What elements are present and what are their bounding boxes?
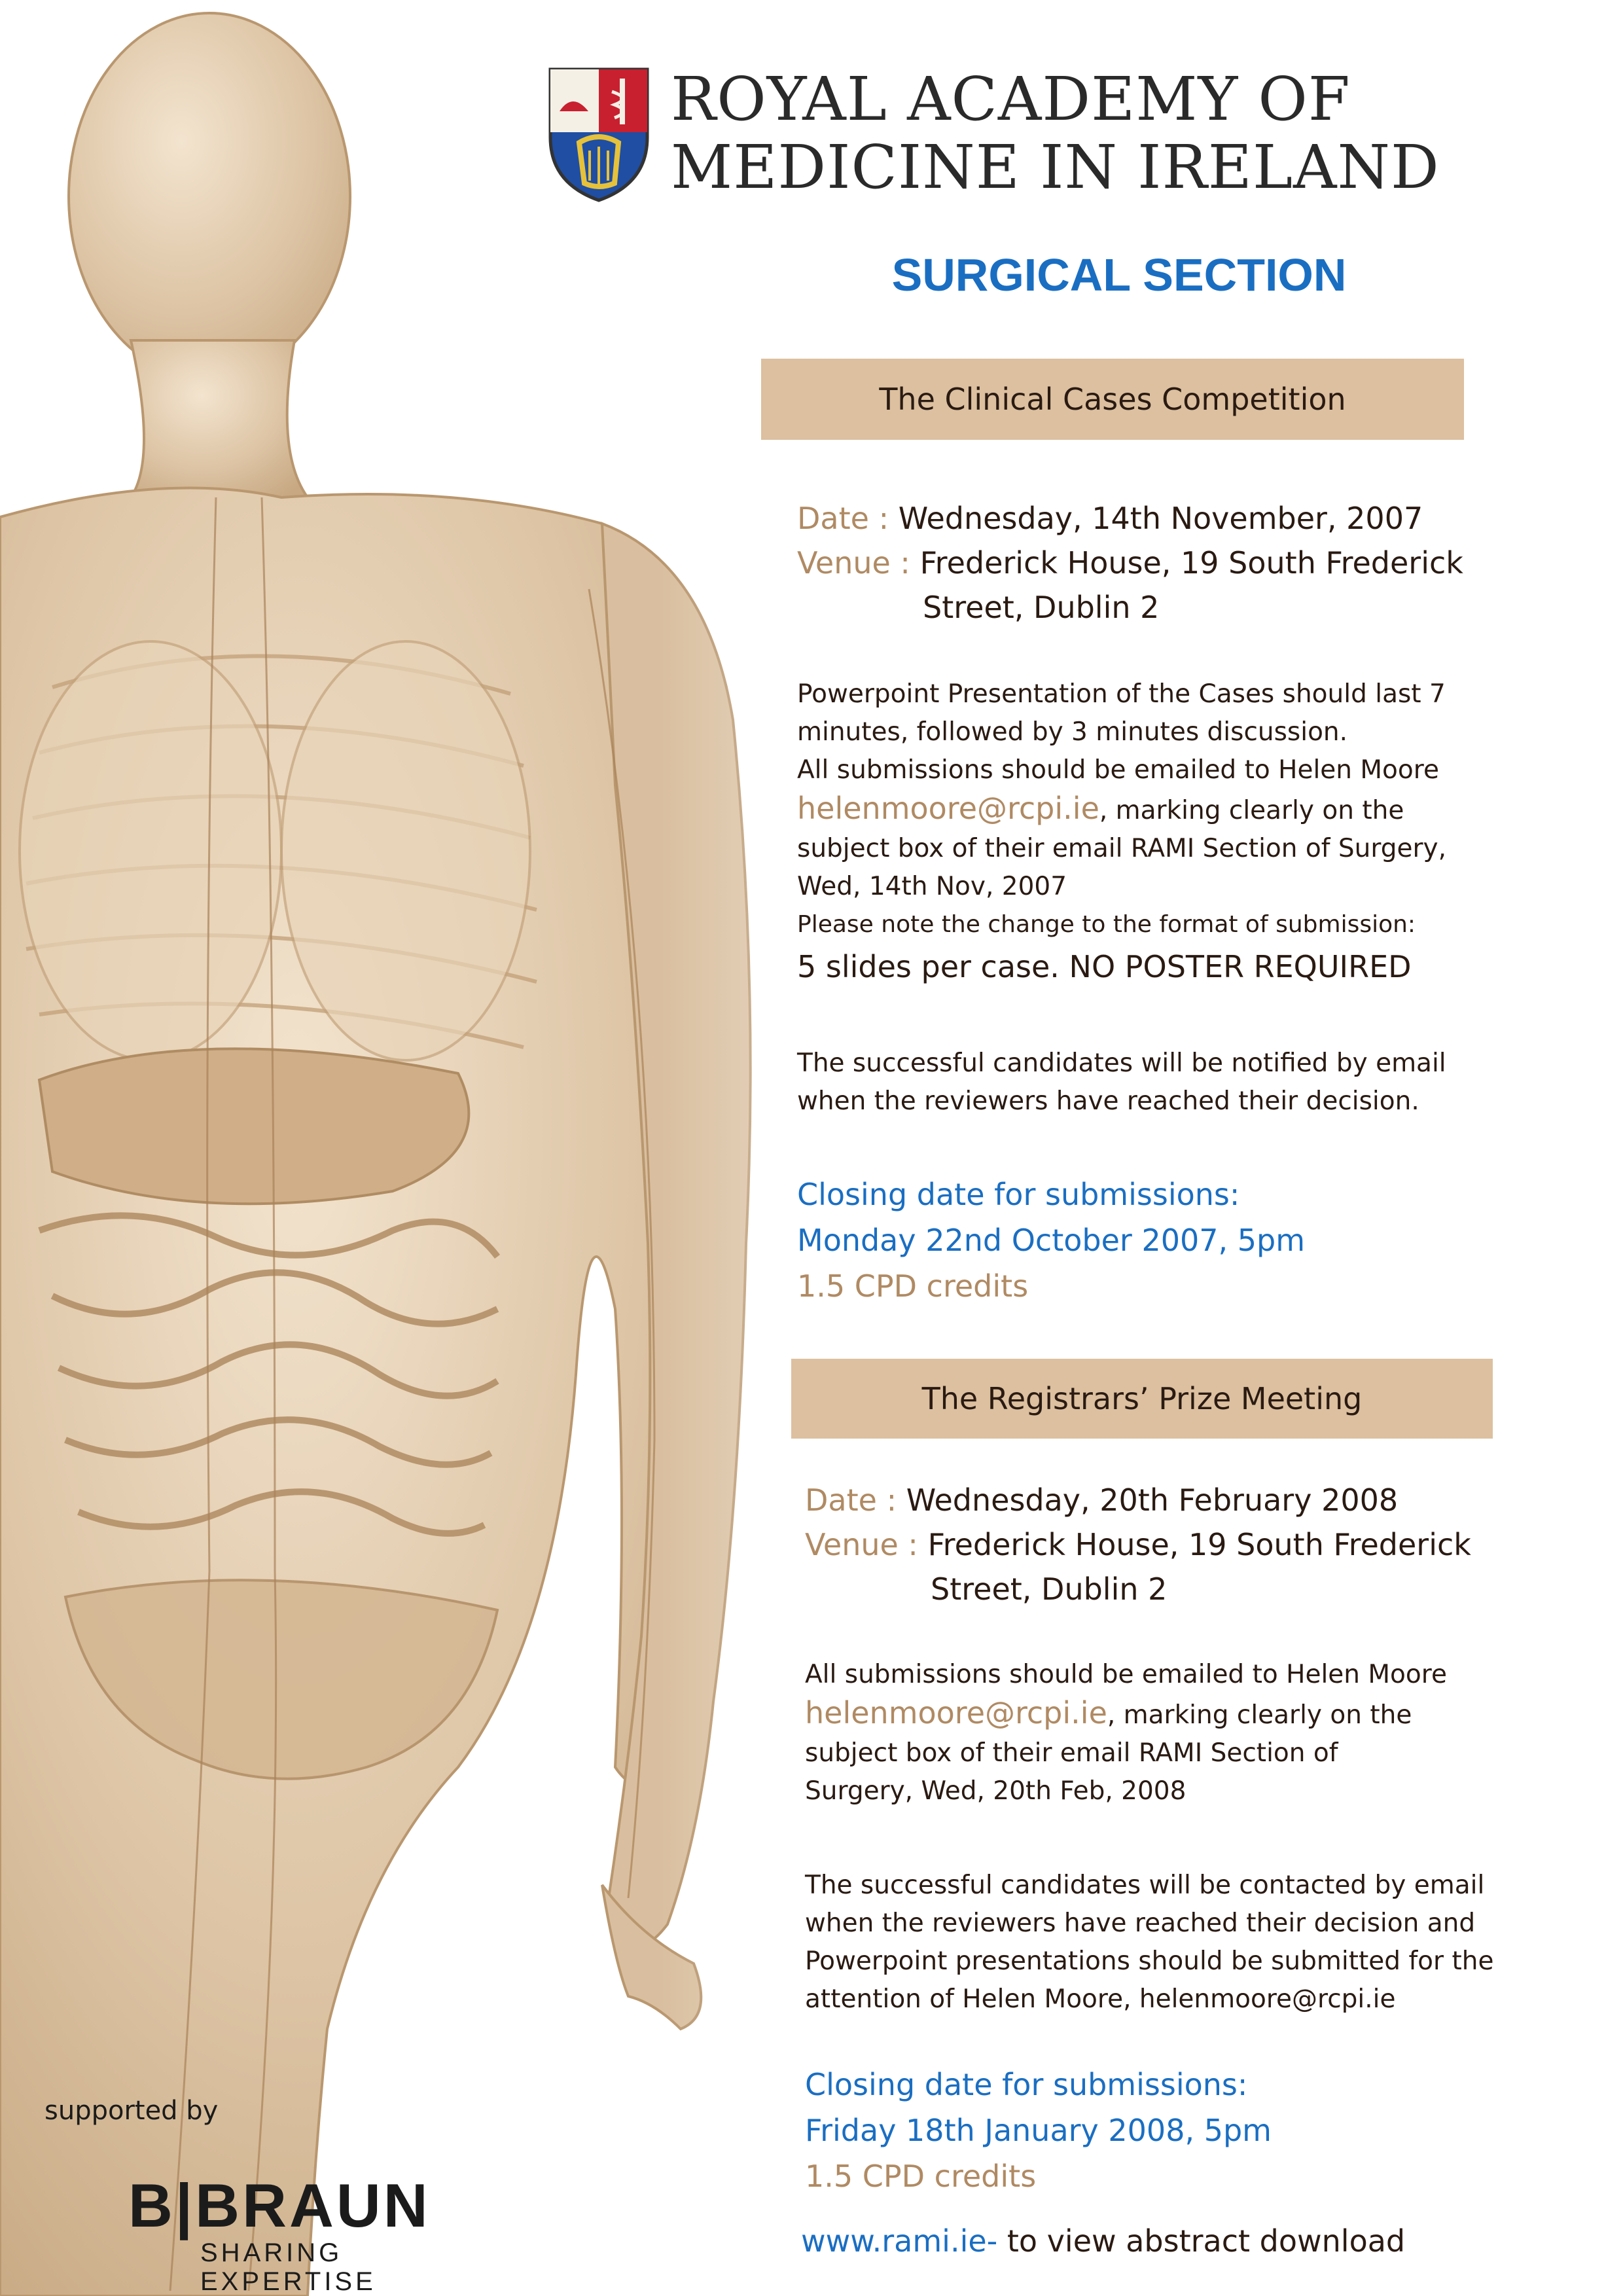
event2-title: The Registrars’ Prize Meeting (921, 1381, 1363, 1416)
event1-notification (797, 1045, 1517, 1121)
event1-venue-row (797, 541, 1582, 630)
event2-venue-label: Venue : (805, 1527, 918, 1562)
event2-contact-line2: when the reviewers have reached their decision and (805, 1909, 1476, 1938)
event2-para-line4: Surgery, Wed, 20th Feb, 2008 (805, 1776, 1186, 1806)
event2-venue-line2: Street, Dublin 2 (931, 1571, 1168, 1607)
event2-email-link[interactable]: helenmoore@rcpi.ie (805, 1695, 1107, 1731)
supported-by-label: supported by (45, 2096, 219, 2126)
event1-venue-line2: Street, Dublin 2 (923, 590, 1160, 625)
event1-closing (797, 1172, 1517, 1309)
sponsor-tagline: SHARING EXPERTISE (200, 2238, 376, 2296)
academy-name-line1: ROYAL ACADEMY OF (671, 64, 1351, 134)
event1-closing-date: Monday 22nd October 2007, 5pm (797, 1223, 1306, 1258)
section-title: SURGICAL SECTION (891, 249, 1347, 300)
event2-para-line2: , marking clearly on the (1107, 1700, 1412, 1730)
event2-venue-line1: Frederick House, 19 South Frederick (927, 1527, 1471, 1562)
academy-crest-icon (546, 65, 651, 203)
event2-closing (805, 2062, 1525, 2199)
event1-details (797, 496, 1582, 630)
event2-date-label: Date : (805, 1482, 897, 1518)
event1-date-value: Wednesday, 14th November, 2007 (898, 501, 1423, 536)
event2-date-row (805, 1478, 1590, 1522)
event1-date-row (797, 496, 1582, 541)
event1-para-line4: , marking clearly on the (1099, 796, 1404, 825)
event1-title: The Clinical Cases Competition (879, 382, 1346, 417)
event1-instructions (797, 675, 1517, 990)
event2-contact-line4: attention of Helen Moore, helenmoore@rcpi.ie (805, 1984, 1396, 2014)
event1-para-line3: All submissions should be emailed to Helen Moore (797, 755, 1439, 785)
event2-contact-line3: Powerpoint presentations should be submitted for the (805, 1946, 1494, 1976)
event2-contact-info (805, 1867, 1544, 2018)
sponsor-logo (128, 2171, 495, 2296)
event1-para-line1: Powerpoint Presentation of the Cases should last 7 (797, 679, 1446, 709)
website-line (801, 2219, 1405, 2263)
event1-cpd: 1.5 CPD credits (797, 1268, 1029, 1304)
event2-cpd: 1.5 CPD credits (805, 2159, 1037, 2194)
academy-name (671, 65, 1522, 202)
event1-date-label: Date : (797, 501, 889, 536)
event2-title-band (791, 1359, 1493, 1439)
event1-para-line6: Wed, 14th Nov, 2007 (797, 872, 1067, 901)
event2-date-value: Wednesday, 20th February 2008 (906, 1482, 1399, 1518)
event1-venue-label: Venue : (797, 545, 910, 581)
event2-email-row (805, 1694, 1525, 1734)
event2-closing-date: Friday 18th January 2008, 5pm (805, 2113, 1272, 2148)
event2-contact-line1: The successful candidates will be contacted by email (805, 1871, 1485, 1900)
website-suffix: to view abstract download (997, 2223, 1406, 2259)
event1-note-line: Please note the change to the format of submission: (797, 911, 1416, 938)
event1-notify-line1: The successful candidates will be notified by email (797, 1049, 1446, 1078)
event1-closing-label: Closing date for submissions: (797, 1177, 1240, 1212)
event2-para-line1: All submissions should be emailed to Helen Moore (805, 1660, 1447, 1689)
event1-notify-line2: when the reviewers have reached their decision. (797, 1086, 1419, 1116)
event1-email-link[interactable]: helenmoore@rcpi.ie (797, 791, 1099, 826)
event1-title-band (761, 359, 1464, 440)
event1-para-line5: subject box of their email RAMI Section of Surgery, (797, 834, 1446, 863)
event2-details (805, 1478, 1590, 1611)
academy-logo (546, 65, 1508, 223)
event2-instructions (805, 1656, 1525, 1810)
academy-name-line2: MEDICINE IN IRELAND (671, 132, 1440, 202)
sponsor-name: B|BRAUN (128, 2171, 431, 2240)
website-link[interactable]: www.rami.ie- (801, 2223, 998, 2259)
event2-closing-label: Closing date for submissions: (805, 2067, 1248, 2102)
event2-venue-row (805, 1522, 1590, 1611)
event1-venue-line1: Frederick House, 19 South Frederick (919, 545, 1463, 581)
event1-email-row (797, 789, 1517, 830)
event2-para-line3: subject box of their email RAMI Section of (805, 1738, 1338, 1768)
event1-para-line2: minutes, followed by 3 minutes discussion. (797, 717, 1348, 747)
event1-format-line: 5 slides per case. NO POSTER REQUIRED (797, 949, 1412, 984)
